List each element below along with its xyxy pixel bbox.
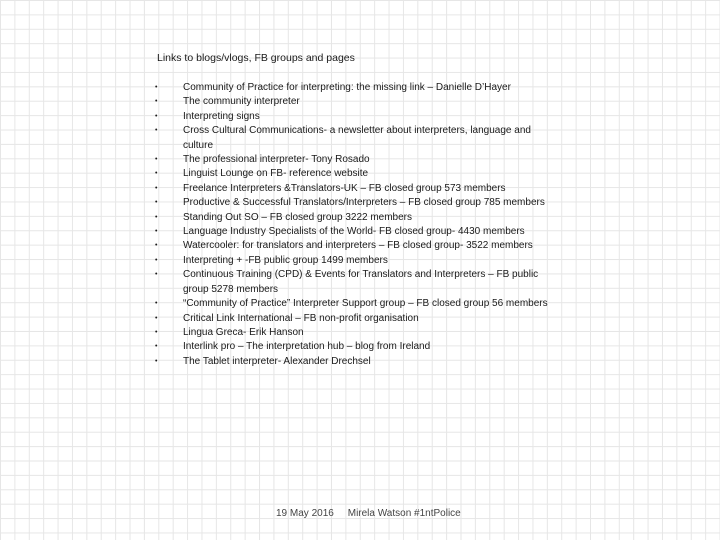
list-item[interactable] [150, 326, 570, 340]
bullet-icon: • [155, 314, 158, 322]
list-item-text: Freelance Interpreters &Translators-UK – FB closed group 573 members [183, 182, 506, 194]
bullet-icon: • [155, 98, 158, 106]
list-item[interactable] [150, 153, 570, 167]
list-item-text: Language Industry Specialists of the World- FB closed group- 4430 members [183, 226, 525, 238]
bullet-icon: • [155, 213, 158, 221]
list-item[interactable] [150, 167, 570, 181]
bullet-icon: • [155, 156, 158, 164]
list-item-text: Cross Cultural Communications- a newsletter about interpreters, language and culture [183, 125, 531, 151]
links-list [150, 81, 570, 369]
list-item-text: Interlink pro – The interpretation hub – blog from Ireland [183, 341, 431, 353]
list-item[interactable] [150, 239, 570, 253]
bullet-icon: • [155, 184, 158, 192]
bullet-icon: • [155, 228, 158, 236]
list-item[interactable] [150, 182, 570, 196]
list-item[interactable] [150, 268, 570, 297]
bullet-icon: • [155, 343, 158, 351]
list-item[interactable] [150, 211, 570, 225]
footer [276, 508, 461, 519]
list-item-text: The Tablet interpreter- Alexander Drechsel [183, 355, 371, 367]
bullet-icon: • [155, 271, 158, 279]
list-item-text: Interpreting + -FB public group 1499 members [183, 254, 388, 266]
list-item-text: The community interpreter [183, 96, 300, 108]
bullet-icon: • [155, 300, 158, 308]
list-item-text: Standing Out SO – FB closed group 3222 members [183, 211, 413, 223]
list-item-text: Interpreting signs [183, 110, 260, 122]
list-item[interactable] [150, 254, 570, 268]
bullet-icon: • [155, 256, 158, 264]
bullet-icon: • [155, 199, 158, 207]
list-item[interactable] [150, 110, 570, 124]
list-item[interactable] [150, 196, 570, 210]
bullet-icon: • [155, 357, 158, 365]
list-item-text: The professional interpreter- Tony Rosado [183, 154, 370, 166]
list-item-text: Productive & Successful Translators/Interpreters – FB closed group 785 members [183, 197, 545, 209]
footer-author: Mirela Watson #1ntPolice [347, 508, 461, 519]
list-item-text: Critical Link International – FB non-profit organisation [183, 312, 419, 324]
slide-title: Links to blogs/vlogs, FB groups and pages [157, 52, 355, 64]
list-item[interactable] [150, 124, 570, 153]
list-item[interactable] [150, 95, 570, 109]
list-item[interactable] [150, 81, 570, 95]
footer-date: 19 May 2016 [276, 508, 334, 519]
list-item-text: Lingua Greca- Erik Hanson [183, 326, 304, 338]
list-item[interactable] [150, 340, 570, 354]
list-item-text: “Community of Practice” Interpreter Support group – FB closed group 56 members [183, 298, 548, 310]
bullet-icon: • [155, 112, 158, 120]
list-item-text: Community of Practice for interpreting: the missing link – Danielle D’Hayer [183, 82, 511, 93]
list-item[interactable] [150, 297, 570, 311]
bullet-icon: • [155, 328, 158, 336]
list-item-text: Linguist Lounge on FB- reference website [183, 168, 369, 180]
bullet-icon: • [155, 84, 158, 91]
bullet-icon: • [155, 242, 158, 250]
list-item[interactable] [150, 355, 570, 369]
list-item-text: Continuous Training (CPD) & Events for Translators and Interpreters – FB public group 5278 members [183, 269, 539, 295]
list-item-text: Watercooler: for translators and interpreters – FB closed group- 3522 members [183, 240, 533, 252]
list-item[interactable] [150, 312, 570, 326]
bullet-icon: • [155, 170, 158, 178]
list-item[interactable] [150, 225, 570, 239]
bullet-icon: • [155, 127, 158, 135]
